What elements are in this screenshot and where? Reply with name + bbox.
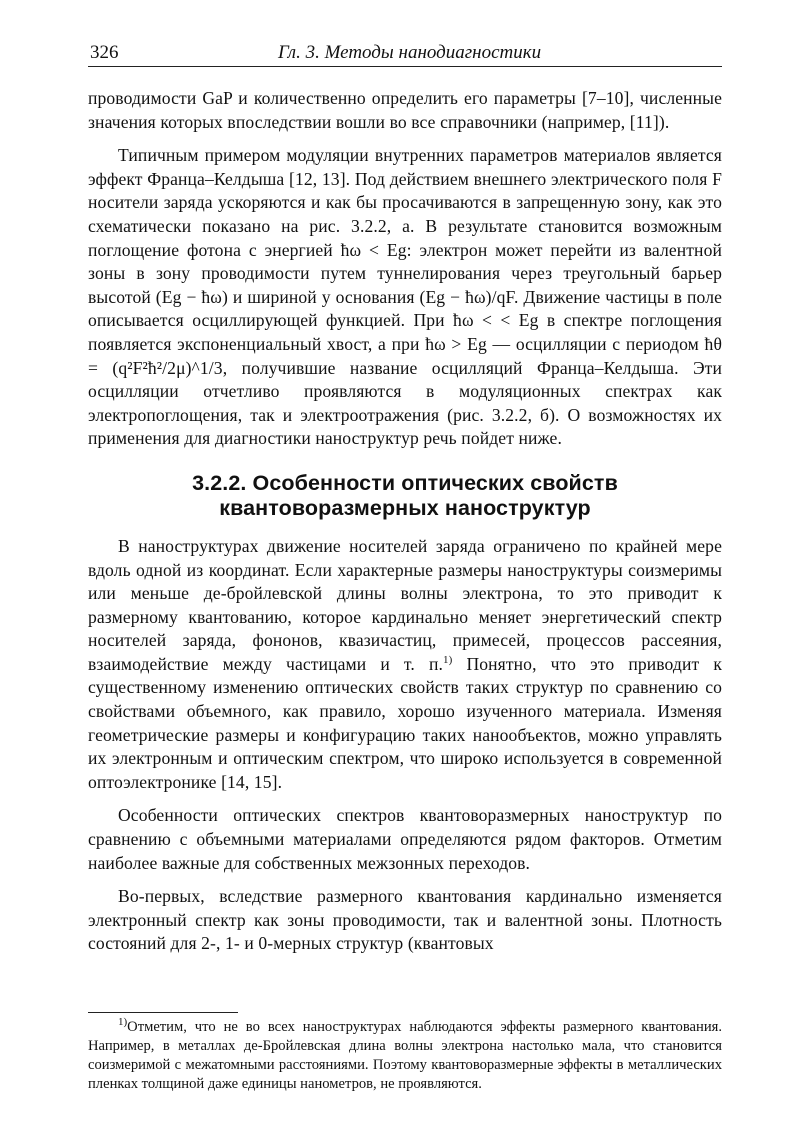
running-title: Гл. 3. Методы нанодиагностики [278, 42, 542, 63]
page-number: 326 [90, 42, 119, 63]
footnote-reference[interactable]: 1) [443, 654, 453, 667]
paragraph-continuation: проводимости GaP и количественно определить его параметры [7–10], численные значения которых впоследствии вошли во все справочники (например, [11]). [88, 88, 722, 132]
section-title: Особенности оптических свойств квантоворазмерных наноструктур [219, 470, 618, 520]
paragraph-nanostructures-part1: В наноструктурах движение носителей заряда ограничено по крайней мере вдоль одной из координат. Если характерные размеры наноструктуры соизмеримы или меньше де-бройлевской длины волны электрона, то это приводит к размерному квантованию, которое кардинально меняет энергетический спектр носителей заряда, фононов, квазичастиц, примесей, процессов рассеяния, взаимодействие между частицами и т. п. [88, 535, 722, 674]
book-page [88, 40, 722, 966]
footnote [88, 1018, 722, 1094]
footnote-divider [88, 1012, 238, 1013]
footnote-text: Отметим, что не во всех наноструктурах наблюдаются эффекты размерного квантования. Например, в металлах де-Бройлевская длина волны электрона настолько мала, что становится соизмеримой с межатомными расстояниями. Поэтому квантоворазмерные эффекты в металлических пленках толщиной даже единицы нанометров, не проявляются. [88, 1019, 722, 1092]
paragraph-franz-keldysh: Типичным примером модуляции внутренних параметров материалов является эффект Франца–Келдыша [12, 13]. Под действием внешнего электрического поля F носители заряда ускоряются и как бы просачиваются в запрещенную зону, как это схематически показано на рис. 3.2.2, а. В результате становится возможным поглощение фотона с энергией ħω < Eg: электрон может перейти из валентной зоны в зону проводимости путем туннелирования через треугольный барьер высотой (Eg − ħω) и шириной у основания (Eg − ħω)/qF. Движение частицы в поле описывается осциллирующей функцией. При ħω < < Eg в спектре поглощения появляется экспоненциальный хвост, а при ħω > Eg — осцилляции с периодом ħθ = (q²F²ħ²/2μ)^1/3, получившие название осцилляций Франца–Келдыша. Эти осцилляции отчетливо проявляются в модуляционных спектрах как электропоглощения, так и электроотражения (рис. 3.2.2, б). О возможностях их применения для диагностики наноструктур речь пойдет ниже. [88, 145, 722, 449]
paragraph-nanostructures-part2: Понятно, что это приводит к существенному изменению оптических свойств таких структур по сравнению со свойствами объемного, как правило, хорошо изученного материала. Изменяя геометрические размеры и конфигурацию таких нанообъектов, можно управлять их электронным и оптическим спектром, что широко используется в современной оптоэлектронике [14, 15]. [88, 653, 723, 792]
section-number: 3.2.2. [192, 470, 247, 495]
footnote-marker: 1) [118, 1016, 128, 1029]
paragraph-firstly: Во-первых, вследствие размерного квантования кардинально изменяется электронный спектр как зоны проводимости, так и валентной зоны. Плотность состояний для 2-, 1- и 0-мерных структур (квантовых [88, 886, 722, 954]
main-text [88, 87, 722, 956]
paragraph-optical-spectra: Особенности оптических спектров квантоворазмерных наноструктур по сравнению с объемными материалами определяются рядом факторов. Отметим наиболее важные для собственных межзонных переходов. [88, 805, 722, 873]
section-heading [88, 471, 722, 521]
running-header [88, 40, 722, 67]
paragraph-nanostructures [88, 535, 722, 795]
